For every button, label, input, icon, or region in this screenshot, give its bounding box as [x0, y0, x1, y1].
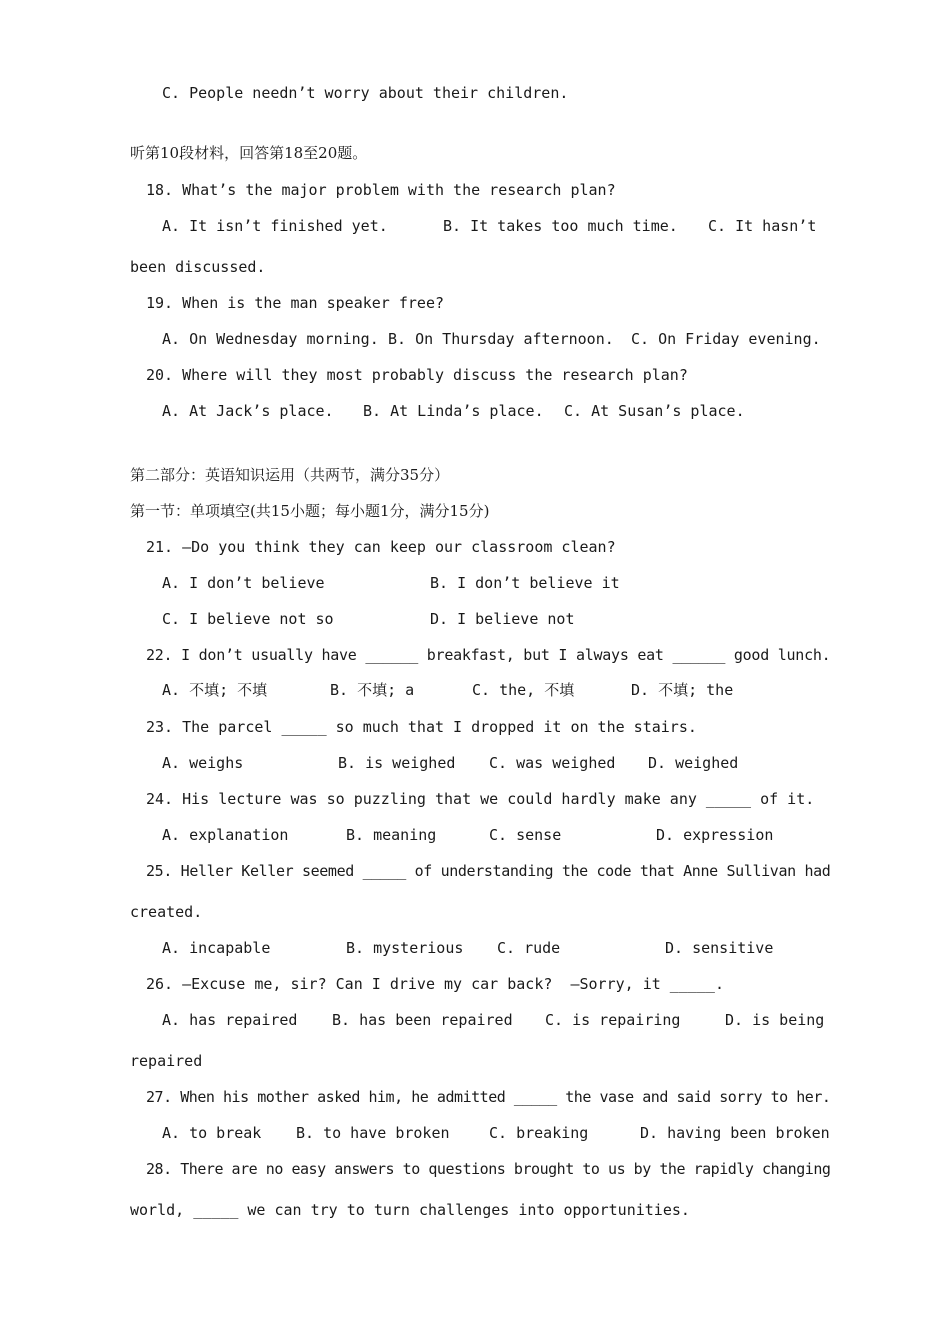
- option-24a: A. explanation: [162, 826, 289, 844]
- option-20c: C. At Susan’s place.: [564, 402, 745, 420]
- option-24c: C. sense: [489, 826, 562, 844]
- option-24d: D. expression: [656, 826, 774, 844]
- option-26c: C. is repairing: [545, 1011, 681, 1029]
- listening-instruction-10: 听第10段材料，回答第18至20题。: [130, 144, 368, 162]
- section-one-heading: 第一节：单项填空(共15小题；每小题1分，满分15分): [130, 502, 490, 520]
- option-22d: D. 不填; the: [631, 681, 734, 699]
- question-27: 27. When his mother asked him, he admitted _____ the vase and said sorry to her.: [146, 1088, 831, 1106]
- option-25a: A. incapable: [162, 939, 271, 957]
- option-24b: B. meaning: [346, 826, 437, 844]
- option-18c: C. It hasn’t: [708, 217, 817, 235]
- option-23c: C. was weighed: [489, 754, 616, 772]
- option-18b: B. It takes too much time.: [443, 217, 678, 235]
- option-23d: D. weighed: [648, 754, 739, 772]
- question-22: 22. I don’t usually have ______ breakfast, but I always eat ______ good lunch.: [146, 646, 831, 664]
- option-18a: A. It isn’t finished yet.: [162, 217, 388, 235]
- option-20b: B. At Linda’s place.: [363, 402, 544, 420]
- option-19c: C. On Friday evening.: [631, 330, 821, 348]
- option-22b: B. 不填; a: [330, 681, 415, 699]
- question-28: 28. There are no easy answers to questions brought to us by the rapidly changing: [146, 1160, 831, 1178]
- option-27c: C. breaking: [489, 1124, 589, 1142]
- option-22c: C. the, 不填: [472, 681, 575, 699]
- option-26a: A. has repaired: [162, 1011, 298, 1029]
- option-20a: A. At Jack’s place.: [162, 402, 334, 420]
- question-28-continued: world, _____ we can try to turn challenges into opportunities.: [130, 1201, 690, 1219]
- option-25d: D. sensitive: [665, 939, 774, 957]
- option-27a: A. to break: [162, 1124, 262, 1142]
- option-26b: B. has been repaired: [332, 1011, 513, 1029]
- option-25b: B. mysterious: [346, 939, 464, 957]
- question-21: 21. —Do you think they can keep our classroom clean?: [146, 538, 616, 556]
- option-21d: D. I believe not: [430, 610, 575, 628]
- question-25-continued: created.: [130, 903, 203, 921]
- question-18: 18. What’s the major problem with the research plan?: [146, 181, 616, 199]
- option-25c: C. rude: [497, 939, 561, 957]
- question-20: 20. Where will they most probably discuss the research plan?: [146, 366, 688, 384]
- option-23b: B. is weighed: [338, 754, 456, 772]
- part-two-heading: 第二部分：英语知识运用（共两节，满分35分）: [130, 466, 450, 484]
- option-17c: C. People needn’t worry about their children.: [162, 84, 569, 102]
- question-19: 19. When is the man speaker free?: [146, 294, 445, 312]
- option-21c: C. I believe not so: [162, 610, 334, 628]
- question-26: 26. —Excuse me, sir? Can I drive my car back? —Sorry, it _____.: [146, 975, 724, 993]
- option-19b: B. On Thursday afternoon.: [388, 330, 614, 348]
- option-23a: A. weighs: [162, 754, 244, 772]
- option-27b: B. to have broken: [296, 1124, 450, 1142]
- question-25: 25. Heller Keller seemed _____ of understanding the code that Anne Sullivan had: [146, 862, 831, 880]
- option-27d: D. having been broken: [640, 1124, 830, 1142]
- option-22a: A. 不填; 不填: [162, 681, 268, 699]
- option-26d-continued: repaired: [130, 1052, 203, 1070]
- option-26d: D. is being: [725, 1011, 825, 1029]
- question-23: 23. The parcel _____ so much that I dropped it on the stairs.: [146, 718, 697, 736]
- option-21a: A. I don’t believe: [162, 574, 325, 592]
- option-21b: B. I don’t believe it: [430, 574, 620, 592]
- option-19a: A. On Wednesday morning.: [162, 330, 379, 348]
- option-18c-continued: been discussed.: [130, 258, 266, 276]
- question-24: 24. His lecture was so puzzling that we could hardly make any _____ of it.: [146, 790, 815, 808]
